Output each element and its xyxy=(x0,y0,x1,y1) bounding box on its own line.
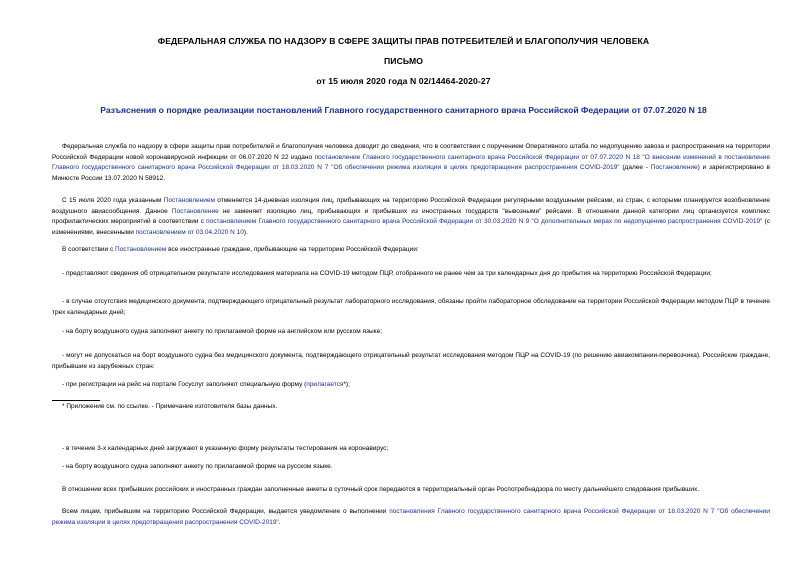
p1-text-1: Федеральная служба по надзору в сфере защиты прав потребителей и благополучия человека доводит до сведения, что в соответствии с поручением Оперативного штаба по недопущению завоза и распространения на территории Российской Федерации новой коронавирусной инфекции от 06.07.2020 N 22 издано xyxy=(52,143,770,161)
list-item-foreign-questionnaire: - на борту воздушного судна заполняют анкету по прилагаемой форме на английском или русском языке; xyxy=(62,328,382,335)
paragraph-transfer: В отношении всех прибывших российских и иностранных граждан заполненные анкеты в суточный срок передаются в территориальный орган Роспотребнадзора по месту дальнейшего следования прибывших. xyxy=(62,486,700,493)
p2-text-5: ). xyxy=(243,228,248,236)
agency-title: ФЕДЕРАЛЬНАЯ СЛУЖБА ПО НАДЗОРУ В СФЕРЕ ЗАЩИТЫ ПРАВ ПОТРЕБИТЕЛЕЙ И БЛАГОПОЛУЧИЯ ЧЕЛОВЕКА xyxy=(157,36,650,46)
p2-text-1: С 15 июля 2020 года указанным xyxy=(62,197,164,204)
footnote-divider xyxy=(52,400,100,401)
list-item-russian-upload: - в течение 3-х календарных дней загружают в указанную форму результаты тестирования на коронавирус; xyxy=(62,445,389,452)
list-item-foreign-no-document: - в случае отсутствия медицинского документа, подтверждающего отрицательный результат лабораторного исследования, обязаны пройти лабораторное обследование на территории Российской Федерации методом ПЦР в течение трех календарных дней; xyxy=(52,298,770,316)
footnote-text: * Приложение см. по ссылке. - Примечание изготовителя базы данных. xyxy=(62,403,278,410)
p1-link-postanovlenie[interactable]: Постановление xyxy=(650,164,698,172)
p3-link-postanovleniem[interactable]: Постановлением xyxy=(115,246,167,253)
list-item-foreign-boarding: - могут не допускаться на борт воздушного судна без медицинского документа, подтверждающего отрицательный результат исследования методом ПЦР на COVID-19 (по решению авиакомпании-перевозчика). Российские граждане, прибывшие из зарубежных стран: xyxy=(52,352,770,370)
p12-text-2: . xyxy=(278,518,281,526)
p1-text-2: (далее - xyxy=(619,164,651,172)
p2-link-decree-10[interactable]: постановлением от 03.04.2020 N 10 xyxy=(135,228,244,236)
p12-link-decree-7[interactable]: постановления Главного государственного санитарного врача Российской Федерации от 18.03.2020 N 7 "Об обеспечении режима изоляции в целях предотвращения распространения COVID-2019" xyxy=(52,508,771,526)
subject-prefix: Разъяснения о порядке реализации xyxy=(100,105,257,115)
document-subject xyxy=(0,105,807,115)
p8-text-1: - при регистрации на рейс на портале Госуслуг заполняют специальную форму ( xyxy=(62,381,307,388)
paragraph-3 xyxy=(52,245,770,256)
p3-text-2: все иностранные граждане, прибывающие на территорию Российской Федерации: xyxy=(166,246,419,253)
list-item-russian-questionnaire: - на борту воздушного судна заполняют анкету по прилагаемой форме на русском языке. xyxy=(62,463,333,470)
paragraph-1 xyxy=(52,142,770,184)
p2-link-postanovlenie[interactable]: Постановление xyxy=(171,207,219,215)
p2-text-4: (с изменениями, внесенными xyxy=(52,218,770,236)
paragraph-2 xyxy=(52,196,770,238)
list-item-foreign-pcr: - представляют сведения об отрицательном результате исследования материала на COVID-19 методом ПЦР, отобранного не ранее чем за три календарных дня до прибытия на территорию Российской Федерации; xyxy=(62,270,712,277)
p2-text-2: отменяется 14-дневная изоляция лиц, прибывающих на территорию Российской Федерации регулярными воздушными рейсами, из стран, с которыми планируется возобновление воздушного авиасообщения. Данное xyxy=(52,197,771,215)
subject-link[interactable]: постановлений Главного государственного санитарного врача Российской Федерации от 07.07.2020 N 18 xyxy=(256,105,707,115)
p12-text-1: Всем лицам, прибывшим на территорию Российской Федерации, выдается уведомление о выполнении xyxy=(62,508,390,515)
p2-text-3: не заменяет изоляцию лиц, прибывающих и прибывших из иностранных государств "вывозными" рейсами. В отношении данной категории лиц организуется комплекс профилактических мероприятий в соответствии с xyxy=(52,207,770,226)
document-type: ПИСЬМО xyxy=(384,56,423,66)
p8-text-2: *); xyxy=(343,381,350,388)
paragraph-notification xyxy=(52,507,770,528)
p2-link-decree-9[interactable]: постановлением Главного государственного санитарного врача Российской Федерации от 30.03.2020 N 9 "О дополнительных мерах по недопущению распространения COVID-2019" xyxy=(206,218,763,226)
document-date-number: от 15 июля 2020 года N 02/14464-2020-27 xyxy=(316,76,491,86)
attachment-link[interactable]: прилагается xyxy=(306,381,344,388)
p2-link-postanovleniem[interactable]: Постановлением xyxy=(163,197,215,204)
p1-link-decree-18[interactable]: постановление Главного государственного санитарного врача Российской Федерации от 07.07.2020 N 18 "О внесении изменений в постановление Главного государственного санитарного врача Российской Федерации от 18.03.2020 N 7 "Об обеспечении режима изоляции в целях предотвращения распространения COVID-2019" xyxy=(52,153,770,172)
list-item-russian-gosuslugi xyxy=(52,380,770,391)
p1-text-3: ) и зарегистрировано в Минюсте России 13.07.2020 N 58912. xyxy=(52,164,770,182)
p3-text-1: В соответствии с xyxy=(62,246,116,253)
